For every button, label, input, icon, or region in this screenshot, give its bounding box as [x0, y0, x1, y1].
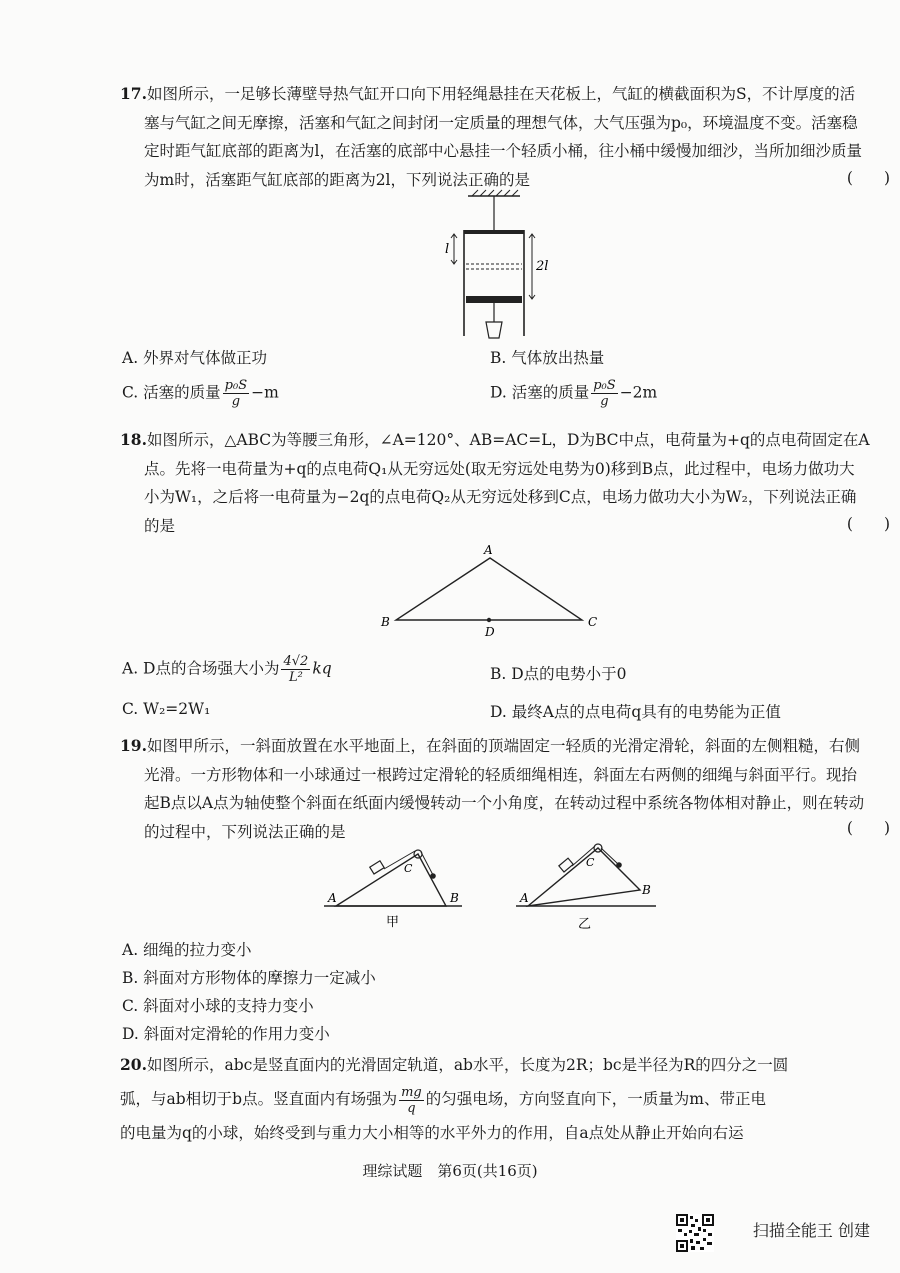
option-d: D. 活塞的质量 $\frac{\text{p₀S}}{g}$ −2m [490, 378, 658, 409]
point-b: B [450, 891, 459, 905]
qr-code-icon [676, 1214, 714, 1252]
option-c: C. W₂=2W₁ [122, 700, 211, 718]
triangle-figure [378, 543, 608, 639]
question-18-options-row2 [122, 700, 862, 732]
page-footer: 理综试题 第6页(共16页) [362, 1162, 538, 1180]
question-20 [120, 1048, 870, 1150]
option-a: A. D点的合场强大小为 $\frac{4√2}{\text{L²}}$ kq [122, 654, 332, 685]
scanner-watermark: 扫描全能王 创建 [752, 1221, 870, 1240]
answer-blank: ( ) [846, 169, 890, 187]
question-20-line1: 20.如图所示，abc是竖直面内的光滑固定轨道，ab水平，长度为2R；bc是半径为R的四分之一圆 [120, 1055, 789, 1074]
fraction: $\frac{\text{p₀S}}{g}$ [224, 378, 248, 409]
question-number: 20. [120, 1055, 147, 1074]
option-b: B. 气体放出热量 [490, 349, 605, 367]
question-18 [120, 426, 870, 540]
question-17-stem: 17.如图所示，一足够长薄壁导热气缸开口向下用轻绳悬挂在天花板上，气缸的横截面积为S，不计厚度的活塞与气缸之间无摩擦，活塞和气缸之间封闭一定质量的理想气体，大气压强为p₀，环境温度不变。活塞稳定时距气缸底部的距离为l，在活塞的底部中心悬挂一个轻质小桶，往小桶中缓慢加细沙，当所加细沙质量为m时，活塞距气缸底部的距离为2l，下列说法正确的是 [120, 84, 862, 189]
option-a: A. 外界对气体做正功 [122, 349, 268, 367]
cylinder-figure [440, 192, 550, 352]
question-17-options-row1 [122, 346, 862, 378]
question-number: 17. [120, 84, 147, 103]
question-18-options-row1 [122, 654, 862, 694]
vertex-b: B [381, 615, 390, 629]
option-b: B. 斜面对方形物体的摩擦力一定减小 [122, 969, 376, 987]
caption-yi: 乙 [578, 917, 592, 932]
fraction: $\frac{4√2}{\text{L²}}$ [283, 654, 309, 685]
incline-figure-jia [322, 842, 472, 932]
fraction: $\frac{mg}{q}$ [401, 1084, 422, 1116]
question-number: 19. [120, 736, 147, 755]
question-19-stem: 19.如图甲所示，一斜面放置在水平地面上，在斜面的顶端固定一轻质的光滑定滑轮，斜面的左侧粗糙，右侧光滑。一方形物体和一小球通过一根跨过定滑轮的轻质细绳相连，斜面左右两侧的细绳与斜面平行。现抬起B点以A点为轴使整个斜面在纸面内缓慢转动一个小角度，在转动过程中系统各物体相对静止，则在转动的过程中，下列说法正确的是 [120, 736, 865, 841]
vertex-c: C [588, 615, 598, 629]
question-number: 18. [120, 430, 147, 449]
question-20-line3: 的电量为q的小球，始终受到与重力大小相等的水平外力的作用，自a点处从静止开始向右运 [120, 1124, 744, 1142]
question-17-options-row2 [122, 378, 862, 418]
question-20-line2: 弧，与ab相切于b点。竖直面内有场强为 $\frac{mg}{q}$ 的匀强电场，方向竖直向下，一质量为m、带正电 [120, 1084, 766, 1116]
option-d: D. 斜面对定滑轮的作用力变小 [122, 1025, 330, 1043]
incline-figure-yi [514, 842, 664, 932]
point-d: D [485, 625, 495, 639]
label-2l: 2l [536, 259, 549, 274]
fraction: $\frac{\text{p₀S}}{g}$ [593, 378, 616, 409]
point-c: C [404, 862, 413, 875]
point-a: A [328, 891, 337, 905]
label-l: l [445, 242, 450, 257]
caption-jia: 甲 [386, 915, 400, 930]
option-c: C. 斜面对小球的支持力变小 [122, 997, 314, 1015]
vertex-a: A [484, 543, 493, 557]
option-b: B. D点的电势小于0 [490, 665, 627, 683]
answer-blank: ( ) [846, 515, 890, 533]
option-c: C. 活塞的质量 $\frac{\text{p₀S}}{g}$ −m [122, 378, 279, 409]
point-a: A [520, 891, 529, 905]
answer-blank: ( ) [846, 819, 890, 837]
question-19 [120, 732, 870, 846]
option-d: D. 最终A点的点电荷q具有的电势能为正值 [490, 703, 781, 721]
question-17 [120, 80, 870, 194]
option-a: A. 细绳的拉力变小 [122, 941, 252, 959]
point-c: C [586, 856, 595, 869]
point-b: B [642, 883, 651, 897]
question-18-stem: 18.如图所示，△ABC为等腰三角形，∠A=120°、AB=AC=L，D为BC中点，电荷量为+q的点电荷固定在A点。先将一电荷量为+q的点电荷Q₁从无穷远处(取无穷远处电势为0)移到B点，此过程中，电场力做功大小为W₁，之后将一电荷量为−2q的点电荷Q₂从无穷远处移到C点，电场力做功大小为W₂，下列说法正确的是 [120, 430, 870, 535]
